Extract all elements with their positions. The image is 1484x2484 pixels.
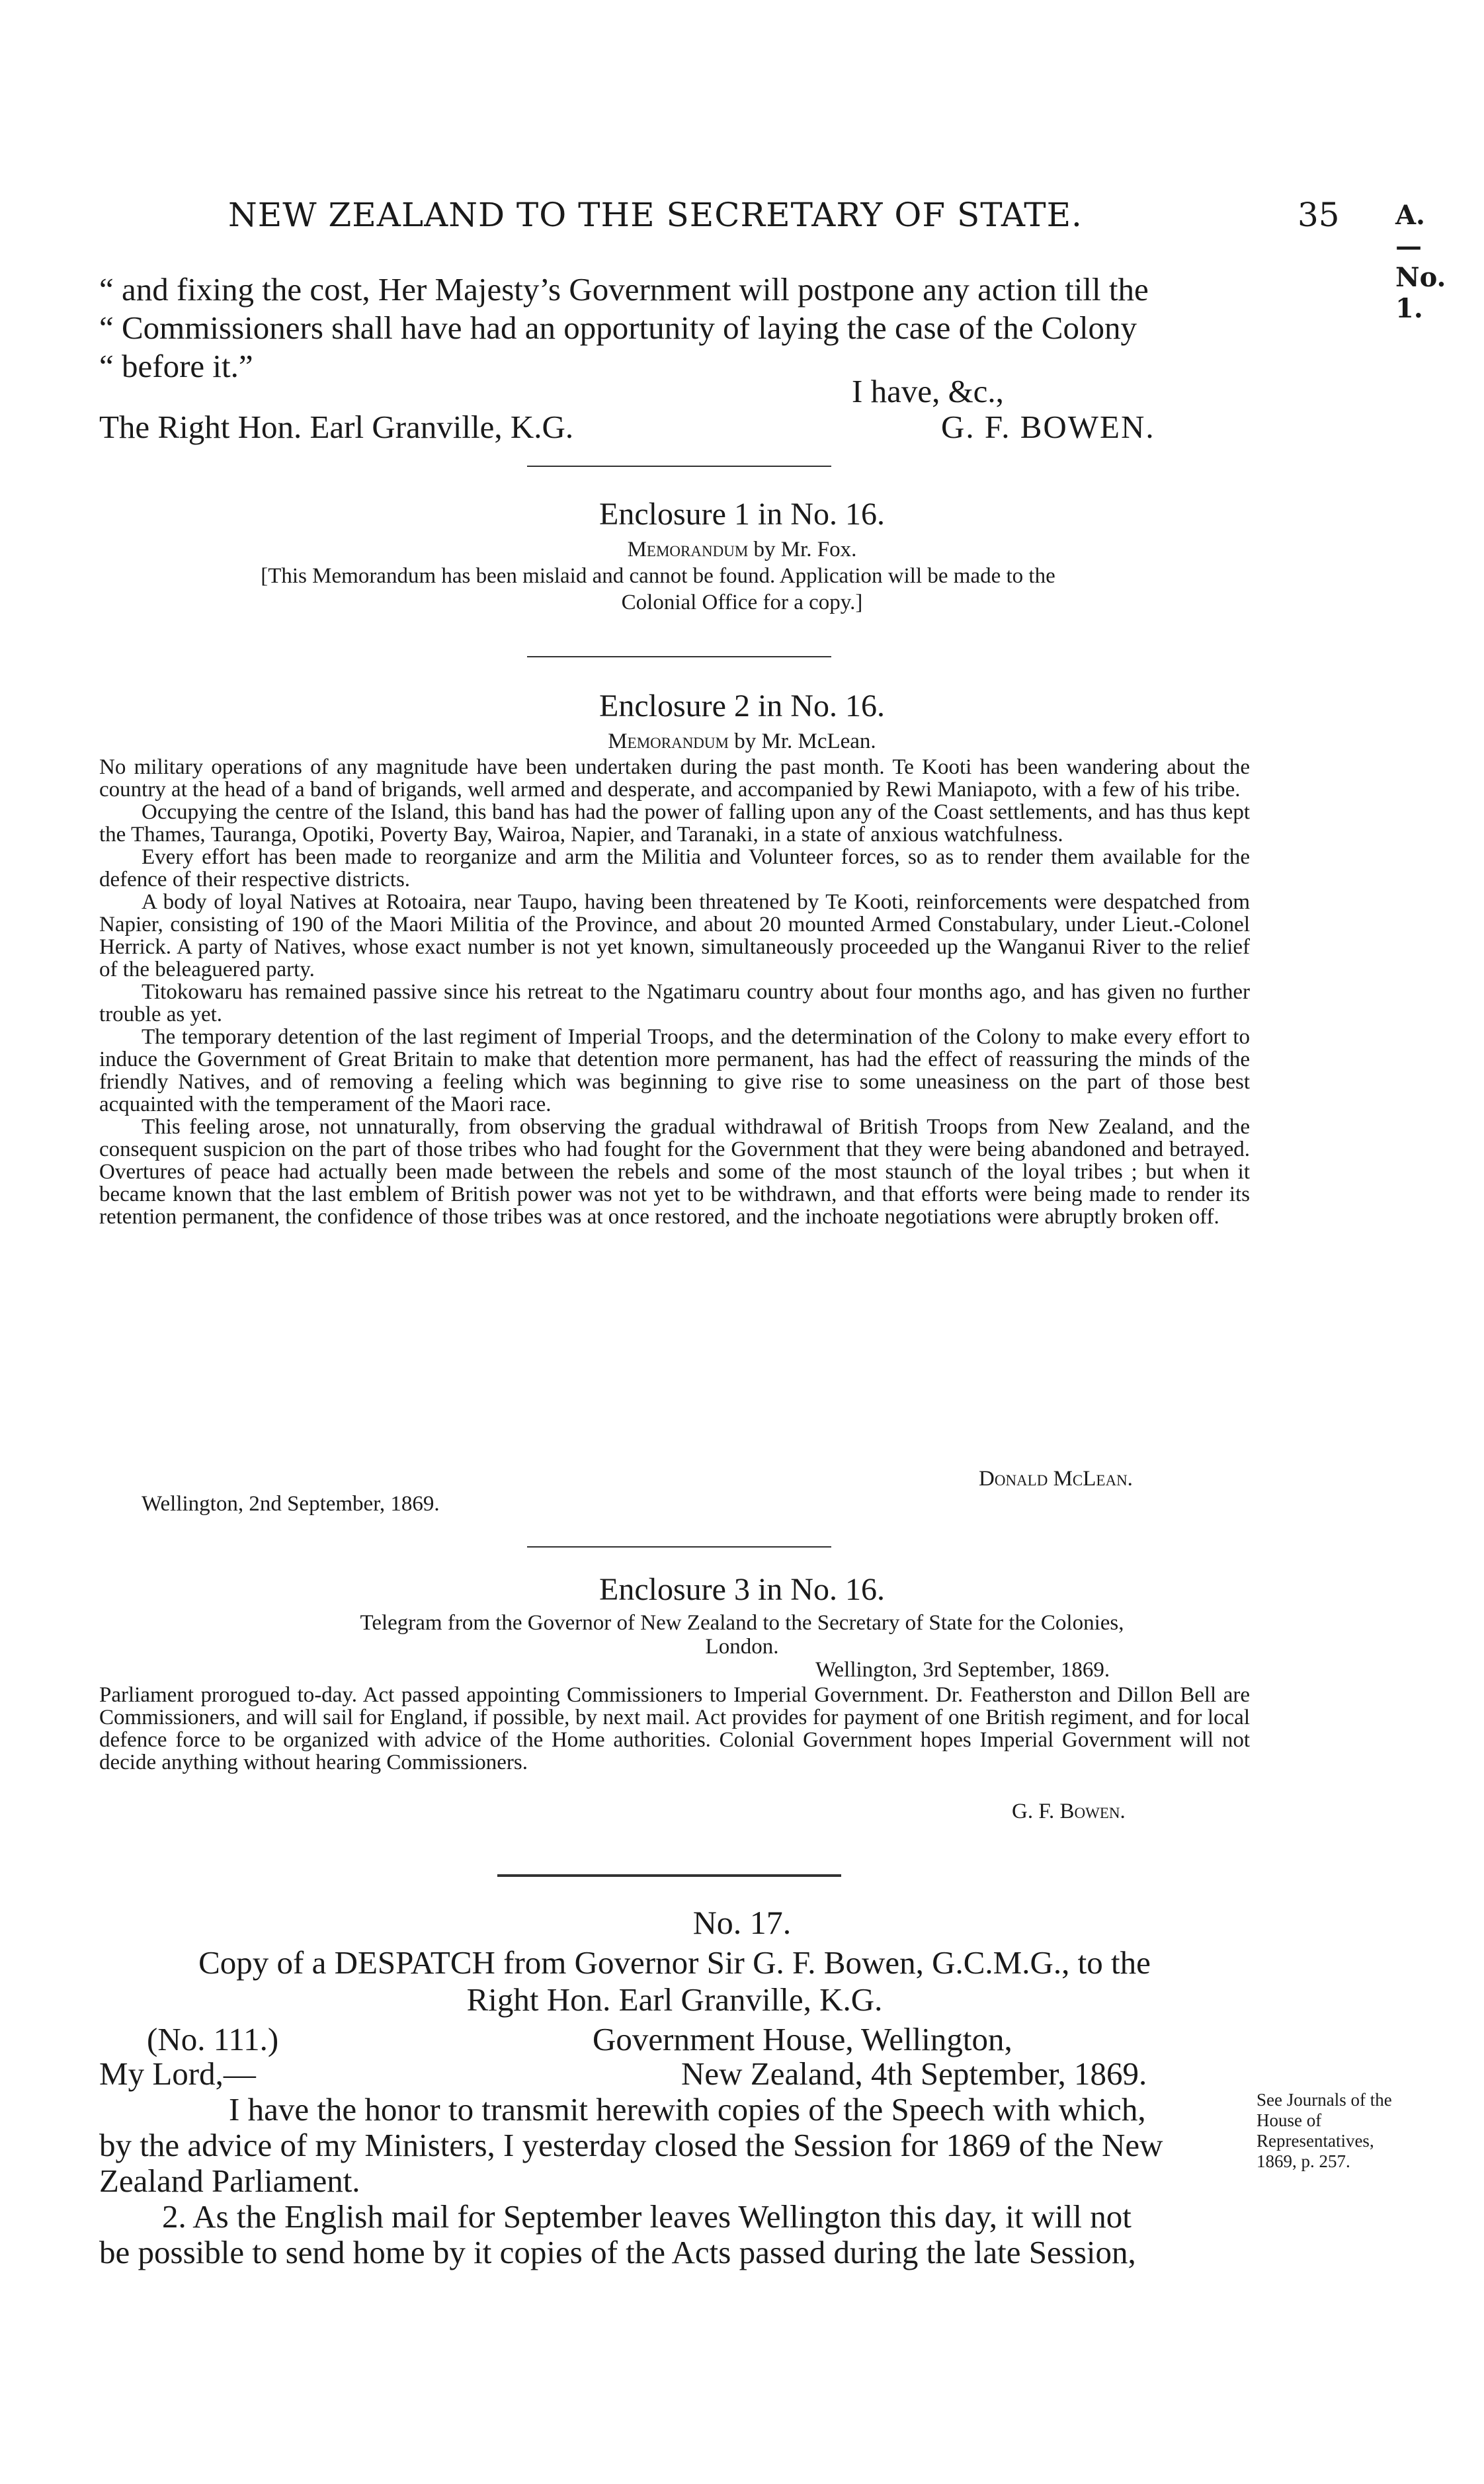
divider (527, 1546, 831, 1548)
divider (527, 656, 831, 657)
signature-mclean: Donald McLean. (979, 1467, 1133, 1491)
telegram-dateline: Wellington, 3rd September, 1869. (815, 1658, 1110, 1682)
enclosure-3-subtitle-line-1: Telegram from the Governor of New Zealand to the Secretary of State for the Colonies, (360, 1611, 1124, 1635)
memo-author: by Mr. McLean. (728, 729, 876, 753)
paragraph: Occupying the centre of the Island, this band has had the power of falling upon any of the Coast settlements, and has thus kept the Thames, Tauranga, Opotiki, Poverty Bay, Wairoa, Napier, and Taranaki, in a state of anxious watchfulness. (99, 800, 1250, 847)
paragraph: A body of loyal Natives at Rotoaira, near Taupo, having been threatened by Te Kooti, reinforcements were despatched from Napier, consisting of 190 of the Maori Militia of the Province, and about 20 mounted Armed Constabulary, under Lieut.-Colonel Herrick. A party of Natives, whose exact number is not yet known, simultaneously proceeded up the Wanganui River to the relief of the beleaguered party. (99, 890, 1250, 981)
enclosure-1-note-line-2: Colonial Office for a copy.] (621, 591, 863, 614)
opening-line-3: “ before it.” (99, 348, 253, 384)
running-title: NEW ZEALAND TO THE SECRETARY OF STATE. (228, 196, 1083, 234)
memo-label: Memorandum (627, 538, 749, 561)
margin-note: See Journals of the House of Representatives, 1869, p. 257. (1257, 2090, 1392, 2171)
divider-heavy (497, 1874, 841, 1877)
enclosure-2-subtitle (0, 729, 1484, 754)
para1-line-2: by the advice of my Ministers, I yesterday closed the Session for 1869 of the New (99, 2127, 1163, 2163)
opening-line-1: “ and fixing the cost, Her Majesty’s Government will postpone any action till the (99, 271, 1149, 308)
memo-author: by Mr. Fox. (748, 538, 857, 561)
document-reference: A.—No. 1. (1395, 200, 1446, 324)
despatch-reference: (No. 111.) (147, 2021, 279, 2057)
enclosure-1-title: Enclosure 1 in No. 16. (599, 497, 885, 532)
address-line-1: Government House, Wellington, (593, 2021, 1012, 2057)
paragraph: No military operations of any magnitude have been undertaken during the past month. Te Kooti has been wandering about the country at the head of a band of brigands, well armed and desperate, and accompanied by Rewi Maniapoto, with a few of his tribe. (99, 755, 1250, 802)
enclosure-2-body (99, 756, 1250, 1228)
para2-line-2: be possible to send home by it copies of the Acts passed during the late Session, (99, 2234, 1136, 2270)
address-line-2: New Zealand, 4th September, 1869. (681, 2055, 1147, 2092)
divider (527, 466, 831, 467)
para2-line-1: 2. As the English mail for September leaves Wellington this day, it will not (162, 2198, 1132, 2235)
signature-bowen-telegram: G. F. Bowen. (1012, 1800, 1126, 1823)
paragraph: Titokowaru has remained passive since his retreat to the Ngatimaru country about four months ago, and has given no further trouble as yet. (99, 980, 1250, 1026)
paragraph: This feeling arose, not unnaturally, from observing the gradual withdrawal of British Troops from New Zealand, and the consequent suspicion on the part of those tribes who had fought for the Government that they were being abandoned and betrayed. Overtures of peace had actually been made between the rebels and some of the most staunch of the loyal tribes ; but when it became known that the last emblem of British power was not yet to be withdrawn, and that efforts were being made to render its retention permanent, the confidence of those tribes was at once restored, and the inchoate negotiations were abruptly broken off. (99, 1115, 1250, 1229)
salutation: My Lord,— (99, 2055, 256, 2092)
signature-bowen: G. F. BOWEN. (941, 409, 1155, 445)
enclosure-2-date: Wellington, 2nd September, 1869. (142, 1492, 440, 1516)
despatch-number: No. 17. (692, 1904, 792, 1941)
enclosure-3-subtitle-line-2: London. (705, 1635, 779, 1659)
closing-salutation: I have, &c., (852, 373, 1004, 409)
enclosure-3-title: Enclosure 3 in No. 16. (599, 1572, 885, 1607)
enclosure-1-subtitle (0, 538, 1484, 562)
opening-line-2: “ Commissioners shall have had an opportunity of laying the case of the Colony (99, 310, 1137, 346)
despatch-heading-line-2: Right Hon. Earl Granville, K.G. (466, 1981, 883, 2018)
paragraph: Every effort has been made to reorganize and arm the Militia and Volunteer forces, so as to render them available for the defence of their respective districts. (99, 845, 1250, 891)
telegram-body: Parliament prorogued to-day. Act passed appointing Commissioners to Imperial Government. Dr. Featherston and Dillon Bell are Commissioners, and will sail for England, if possible, by next mail. Act provides for payment of one British regiment, and for local defence force to be organized with advice of the Home authorities. Colonial Government hopes Imperial Government will not decide anything without hearing Commissioners. (99, 1683, 1250, 1774)
addressee: The Right Hon. Earl Granville, K.G. (99, 409, 574, 445)
para1-line-3: Zealand Parliament. (99, 2163, 360, 2199)
page-number: 35 (1298, 196, 1340, 234)
para1-line-1: I have the honor to transmit herewith copies of the Speech with which, (229, 2091, 1146, 2128)
despatch-heading-line-1: Copy of a DESPATCH from Governor Sir G. F. Bowen, G.C.M.G., to the (198, 1944, 1151, 1981)
enclosure-1-note-line-1: [This Memorandum has been mislaid and cannot be found. Application will be made to the (261, 564, 1055, 588)
memo-label: Memorandum (608, 729, 729, 753)
enclosure-2-title: Enclosure 2 in No. 16. (599, 688, 885, 724)
paragraph: The temporary detention of the last regiment of Imperial Troops, and the determination of the Colony to make every effort to induce the Government of Great Britain to make that detention more permanent, has had the effect of reassuring the minds of the friendly Natives, and of removing a feeling which was beginning to give rise to some uneasiness on the part of those best acquainted with the temperament of the Maori race. (99, 1025, 1250, 1116)
